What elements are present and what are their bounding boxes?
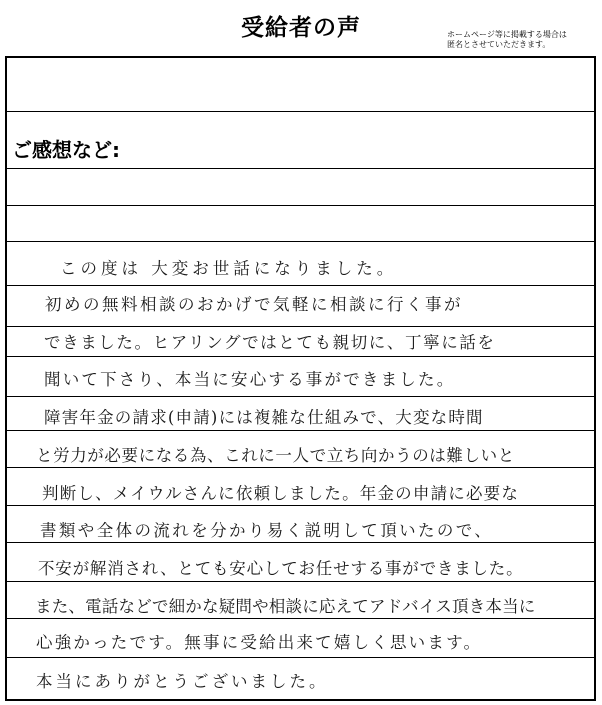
form-rule xyxy=(7,581,594,582)
notice-line-2: 匿名とさせていただきます。 xyxy=(447,40,551,49)
handwritten-line: 心強かったです。無事に受給出来て嬉しく思います。 xyxy=(36,633,483,652)
form-rule xyxy=(7,356,594,357)
form-rule xyxy=(7,205,594,206)
section-label: ご感想など: xyxy=(12,138,120,162)
handwritten-line: できました。ヒアリングではとても親切に、丁寧に話を xyxy=(44,333,496,352)
page-title: 受給者の声 xyxy=(241,15,361,41)
form-rule xyxy=(7,396,594,397)
form-rule xyxy=(7,326,594,327)
form-rule xyxy=(7,111,594,112)
handwritten-line: この度は 大変お世話になりました。 xyxy=(60,259,398,278)
publication-notice xyxy=(447,30,597,50)
form-rule xyxy=(7,618,594,619)
handwritten-line: 聞いて下さり、本当に安心する事ができました。 xyxy=(44,370,456,389)
form-rule xyxy=(7,285,594,286)
handwritten-line: また、電話などで細かな疑問や相談に応えてアドバイス頂き本当に xyxy=(35,597,536,616)
notice-line-1: ホームページ等に掲載する場合は xyxy=(447,30,567,39)
handwritten-line: 不安が解消され、とても安心してお任せする事ができました。 xyxy=(38,559,524,578)
handwritten-line: 初めの無料相談のおかげで気軽に相談に行く事が xyxy=(45,295,463,314)
form-rule xyxy=(7,505,594,506)
handwritten-line: と労力が必要になる為、これに一人で立ち向かうのは難しいと xyxy=(36,446,515,465)
form-rule xyxy=(7,241,594,242)
handwritten-line: 本当にありがとうございました。 xyxy=(36,672,329,691)
handwritten-line: 書類や全体の流れを分かり易く説明して頂いたので、 xyxy=(40,521,494,540)
form-rule xyxy=(7,168,594,169)
form-rule xyxy=(7,430,594,431)
form-rule xyxy=(7,542,594,543)
form-rule xyxy=(7,467,594,468)
form-rule xyxy=(7,657,594,658)
handwritten-line: 判断し、メイウルさんに依頼しました。年金の申請に必要な xyxy=(42,484,520,503)
handwritten-line: 障害年金の請求(申請)には複雑な仕組みで、大変な時間 xyxy=(44,408,484,427)
